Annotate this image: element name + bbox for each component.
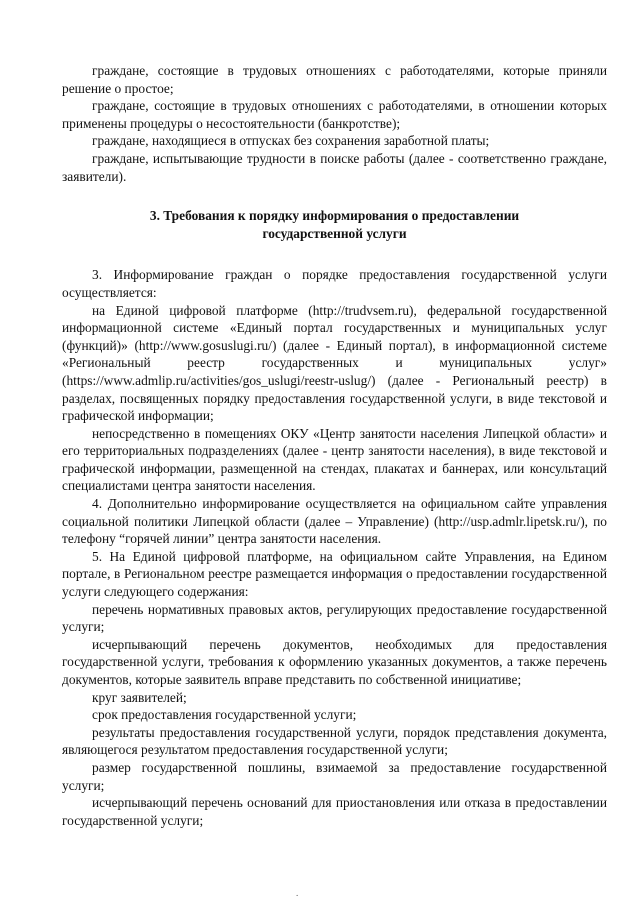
paragraph: граждане, состоящие в трудовых отношениях с работодателями, в отношении которых применены процедуры о несостоятельности (банкротстве); xyxy=(62,98,607,131)
paragraph: исчерпывающий перечень оснований для приостановления или отказа в предоставлении государственной услуги; xyxy=(62,795,607,828)
section-heading xyxy=(62,207,607,242)
footer-mark: . xyxy=(296,888,299,898)
paragraph: граждане, состоящие в трудовых отношениях с работодателями, которые приняли решение о простое; xyxy=(62,63,607,96)
section-heading-line: 3. Требования к порядку информирования о предоставлении xyxy=(149,208,520,224)
paragraph: круг заявителей; xyxy=(92,689,187,705)
paragraph: 5. На Единой цифровой платформе, на официальном сайте Управления, на Едином портале, в Региональном реестре размещается информация о предоставлении государственной услуги следующего содержания: xyxy=(62,548,607,600)
paragraph: непосредственно в помещениях ОКУ «Центр занятости населения Липецкой области» и его территориальных подразделениях (далее - центр занятости населения), в виде текстовой и графической информации, размещенной на стендах, плакатах и баннерах, или консультаций специалистами центра занятости населения. xyxy=(62,425,607,494)
paragraph: размер государственной пошлины, взимаемой за предоставление государственной услуги; xyxy=(62,759,607,793)
paragraph: срок предоставления государственной услуги; xyxy=(92,707,357,723)
paragraph: граждане, находящиеся в отпусках без сохранения заработной платы; xyxy=(92,133,490,149)
paragraph: 4. Дополнительно информирование осуществляется на официальном сайте управления социальной политики Липецкой области (далее – Управление) (http://usp.admlr.lipetsk.ru/), по телефону “горячей линии” центра занятости населения. xyxy=(62,496,607,547)
paragraph: на Единой цифровой платформе (http://trudvsem.ru), федеральной государственной информационной системе «Единый портал государственных и муниципальных услуг (функций)» (http://www.gosuslugi.ru/) (далее - Единый портал), в информационной системе «Региональный реестр государственных и муниципальных услуг» (https://www.admlip.ru/activities/gos_uslugi/reestr-uslug/) (далее - Региональный реестр) в разделах, посвященных порядку предоставления государственной услуги, в виде текстовой и графической информации; xyxy=(62,302,607,424)
paragraph: исчерпывающий перечень документов, необходимых для предоставления государственной услуги, требования к оформлению указанных документов, а также перечень документов, которые заявитель вправе представить по собственной инициативе; xyxy=(62,636,607,687)
section-heading-line: государственной услуги xyxy=(262,225,407,241)
paragraph: граждане, испытывающие трудности в поиске работы (далее - соответственно граждане, заявители). xyxy=(62,150,607,184)
paragraph: 3. Информирование граждан о порядке предоставления государственной услуги осуществляется: xyxy=(62,267,607,300)
document-body xyxy=(62,62,607,829)
paragraph: результаты предоставления государственной услуги, порядок представления документа, являющегося результатом предоставления государственной услуги; xyxy=(62,724,607,758)
paragraph: перечень нормативных правовых актов, регулирующих предоставление государственной услуги; xyxy=(62,601,607,635)
